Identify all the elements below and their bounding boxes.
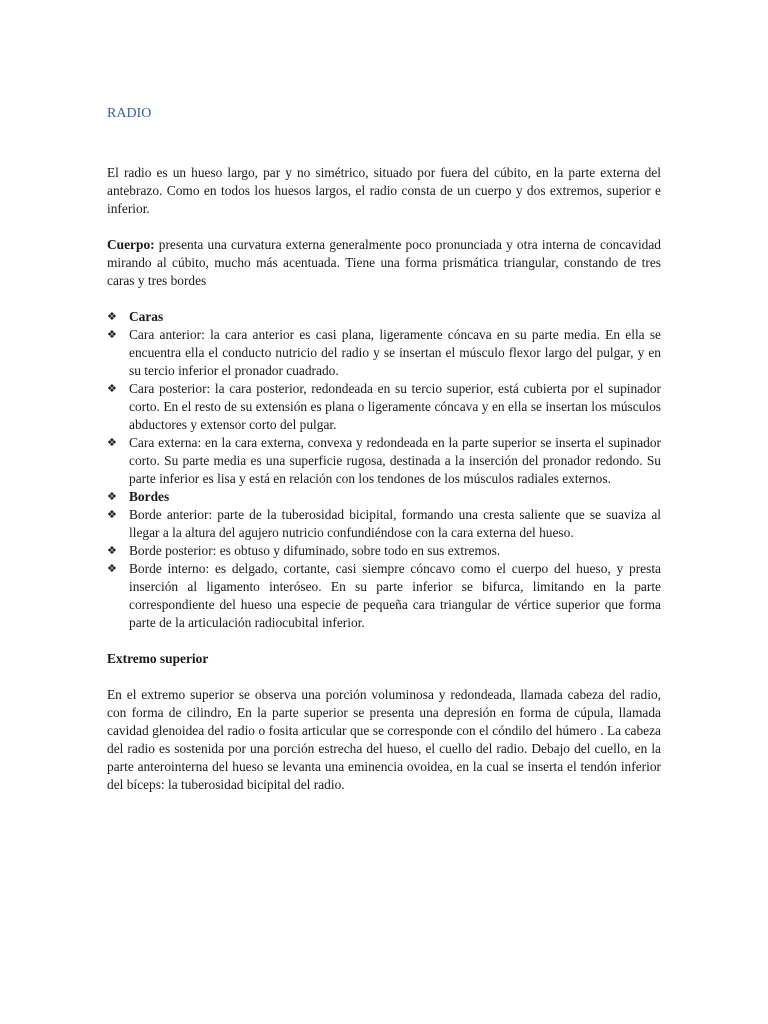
bullet-text: Borde interno: es delgado, cortante, casi siempre cóncavo como el cuerpo del hueso, y presta inserción al ligamento interóseo. En su parte inferior se bifurca, limitando en la parte correspondiente del hueso una especie de pequeña cara triangular de vértice superior que forma parte de la articulación radiocubital inferior.	[129, 561, 661, 630]
bullet-item	[107, 380, 661, 434]
diamond-bullet-icon: ❖	[107, 328, 117, 341]
diamond-bullet-icon: ❖	[107, 436, 117, 449]
bullet-heading	[107, 488, 661, 506]
bullet-text: Borde posterior: es obtuso y difuminado, sobre todo en sus extremos.	[129, 543, 501, 558]
extremo-superior-heading: Extremo superior	[107, 651, 209, 666]
bullet-list	[107, 308, 661, 632]
cuerpo-label: Cuerpo:	[107, 237, 155, 252]
document-title: RADIO	[107, 106, 152, 121]
bullet-text: Cara anterior: la cara anterior es casi plana, ligeramente cóncava en su parte media. En ella se encuentra ella el conducto nutricio del radio y se insertan el músculo flexor largo del pulgar, y en su tercio inferior el pronador cuadrado.	[129, 327, 661, 378]
bullet-text: Caras	[129, 309, 164, 324]
cuerpo-paragraph	[107, 236, 661, 290]
diamond-bullet-icon: ❖	[107, 562, 117, 575]
diamond-bullet-icon: ❖	[107, 490, 117, 503]
cuerpo-text: presenta una curvatura externa generalmente poco pronunciada y otra interna de concavidad mirando al cúbito, mucho más acentuada. Tiene una forma prismática triangular, constando de tres caras y tres bordes	[107, 237, 661, 288]
diamond-bullet-icon: ❖	[107, 508, 117, 521]
diamond-bullet-icon: ❖	[107, 382, 117, 395]
bullet-text: Bordes	[129, 489, 170, 504]
bullet-item	[107, 434, 661, 488]
bullet-item	[107, 506, 661, 542]
extremo-superior-paragraph: En el extremo superior se observa una porción voluminosa y redondeada, llamada cabeza del radio, con forma de cilindro, En la parte superior se presenta una depresión en forma de cúpula, llamada cavidad glenoidea del radio o fosita articular que se corresponde con el cóndilo del húmero . La cabeza del radio es sostenida por una porción estrecha del hueso, el cuello del radio. Debajo del cuello, en la parte anterointerna del hueso se levanta una eminencia ovoidea, en la cual se inserta el tendón inferior del bíceps: la tuberosidad bicipital del radio.	[107, 687, 661, 792]
bullet-item	[107, 542, 661, 560]
diamond-bullet-icon: ❖	[107, 310, 117, 323]
bullet-text: Cara posterior: la cara posterior, redondeada en su tercio superior, está cubierta por el supinador corto. En el resto de su extensión es plana o ligeramente cóncava y en ella se insertan los músculos abductores y extensor corto del pulgar.	[129, 381, 661, 432]
bullet-text: Borde anterior: parte de la tuberosidad bicipital, formando una cresta saliente que se suaviza al llegar a la altura del agujero nutricio confundiéndose con la cara externa del hueso.	[129, 507, 661, 540]
intro-paragraph: El radio es un hueso largo, par y no simétrico, situado por fuera del cúbito, en la parte externa del antebrazo. Como en todos los huesos largos, el radio consta de un cuerpo y dos extremos, superior e inferior.	[107, 165, 661, 216]
bullet-text: Cara externa: en la cara externa, convexa y redondeada en la parte superior se inserta el supinador corto. Su parte media es una superficie rugosa, destinada a la inserción del pronador redondo. Su parte inferior es lisa y está en relación con los tendones de los músculos radiales externos.	[129, 435, 661, 486]
bullet-item	[107, 560, 661, 632]
bullet-item	[107, 326, 661, 380]
diamond-bullet-icon: ❖	[107, 544, 117, 557]
document-page	[107, 105, 661, 794]
bullet-heading	[107, 308, 661, 326]
